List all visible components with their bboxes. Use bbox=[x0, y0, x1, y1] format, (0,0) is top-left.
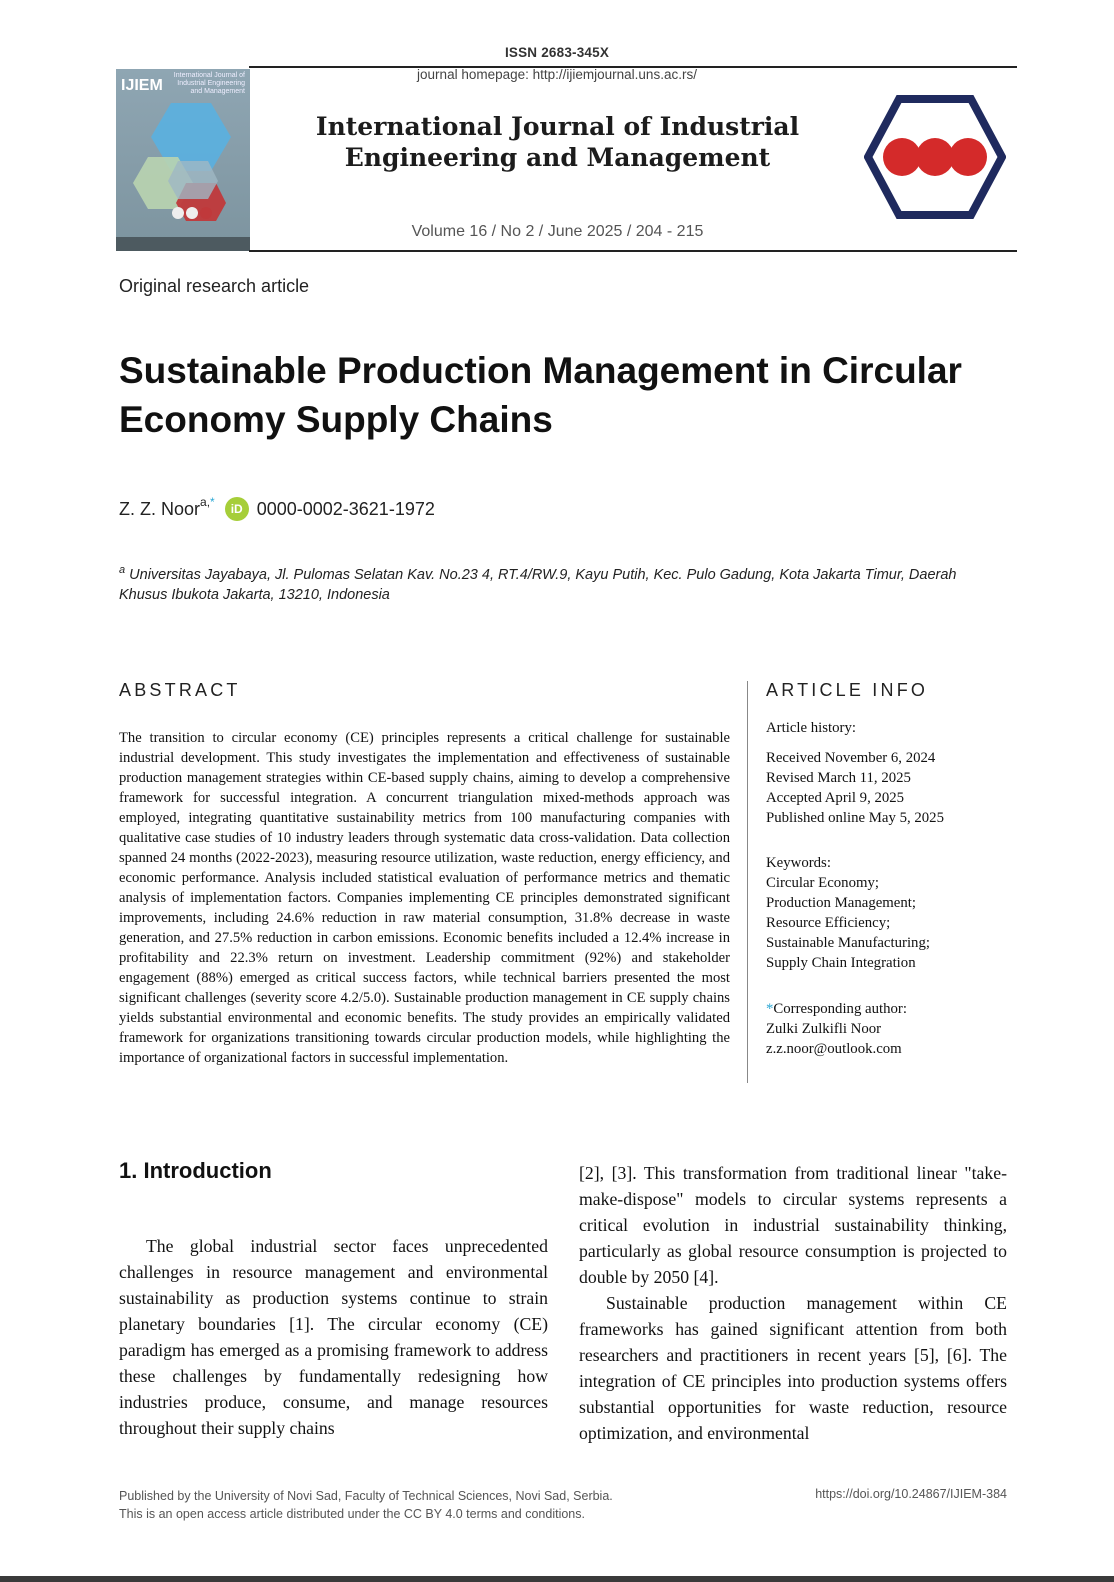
intro-paragraph: The global industrial sector faces unprecedented challenges in resource management and environmental sustainability as production systems continue to strain planetary boundaries [1]. The circular economy (CE) paradigm has emerged as a promising framework to address these challenges by fundamentally redesigning how industries produce, consume, and manage resources throughout their supply chains bbox=[119, 1236, 548, 1438]
corresponding-asterisk: * bbox=[766, 1001, 774, 1017]
intro-paragraph: [2], [3]. This transformation from traditional linear "take-make-dispose" models to circular systems represents a critical evolution in industrial sustainability thinking, particularly as global resource consumption is projected to double by 2050 [4]. bbox=[579, 1163, 1007, 1287]
section-divider bbox=[747, 681, 748, 1083]
author-name: Z. Z. Noor bbox=[119, 498, 201, 519]
revised-date: Revised March 11, 2025 bbox=[766, 770, 911, 786]
corresponding-mark[interactable]: * bbox=[210, 495, 215, 509]
affiliation-text: Universitas Jayabaya, Jl. Pulomas Selatan Kav. No.23 4, RT.4/RW.9, Kayu Putih, Kec. Pulo Gadung, Kota Jakarta Timur, Daerah Khusus Ibukota Jakarta, 13210, Indonesia bbox=[119, 566, 957, 603]
logo-circle-icon bbox=[883, 138, 921, 176]
corresponding-name: Zulki Zulkifli Noor bbox=[766, 1021, 882, 1037]
header-bottom-rule bbox=[249, 250, 1017, 252]
abstract-text: The transition to circular economy (CE) principles represents a critical challenge for sustainable industrial development. This study investigates the implementation and effectiveness of sustainable production management strategies within CE-based supply chains, aiming to develop a comprehensive framework for successful integration. A concurrent triangulation mixed-methods approach was employed, integrating quantitative sustainability metrics from 100 manufacturing companies with qualitative case studies of 10 industry leaders through systematic data cross-validation. Data collection spanned 24 months (2022-2023), measuring resource utilization, waste reduction, energy efficiency, and economic performance. Analysis included statistical evaluation of performance metrics and thematic analysis of implementation factors. Companies implementing CE principles demonstrated significant improvements, including 24.6% reduction in raw material consumption, 31.8% decrease in waste generation, and 27.5% reduction in carbon emissions. Economic benefits included a 12.4% increase in profitability and 22.3% return on investment. Leadership commitment (92%) and stakeholder engagement (88%) emerged as critical success factors, while technical barriers presented the most significant challenges (severity score 4.2/5.0). Sustainable production management in CE supply chains yields substantial environmental and economic benefits. The study provides an empirically validated framework for organizations transitioning towards circular production models, while highlighting the importance of organizational factors in successful implementation. bbox=[119, 730, 730, 1066]
page-bottom-bar bbox=[0, 1576, 1114, 1582]
doi-link[interactable]: https://doi.org/10.24867/IJIEM-384 bbox=[815, 1487, 1007, 1501]
journal-cover-image bbox=[116, 69, 250, 251]
cover-logo: IJIEM bbox=[121, 77, 163, 94]
article-history bbox=[766, 718, 1006, 828]
keywords-block bbox=[766, 853, 1006, 973]
cover-footer-strip bbox=[116, 237, 250, 251]
journal-logo bbox=[864, 94, 1006, 220]
corresponding-email-link[interactable]: z.z.noor@outlook.com bbox=[766, 1041, 902, 1057]
accepted-date: Accepted April 9, 2025 bbox=[766, 790, 905, 806]
keyword-item: Supply Chain Integration bbox=[766, 955, 916, 971]
author-line bbox=[119, 497, 435, 521]
publisher-text: Published by the University of Novi Sad, Faculty of Technical Sciences, Novi Sad, Serbia. bbox=[119, 1489, 613, 1503]
history-label: Article history: bbox=[766, 720, 856, 736]
orcid-icon[interactable]: iD bbox=[225, 497, 249, 521]
abstract-heading: ABSTRACT bbox=[119, 680, 241, 700]
intro-paragraph: Sustainable production management within CE frameworks has gained significant attention from both researchers and practitioners in recent years [5], [6]. The integration of CE principles into production systems offers substantial opportunities for waste reduction, resource optimization, and environmental bbox=[579, 1293, 1007, 1443]
article-info-heading: ARTICLE INFO bbox=[766, 680, 929, 700]
affiliation-mark: a bbox=[119, 564, 126, 576]
logo-circle-icon bbox=[949, 138, 987, 176]
keyword-item: Production Management; bbox=[766, 895, 916, 911]
published-date: Published online May 5, 2025 bbox=[766, 810, 944, 826]
corresponding-author-block bbox=[766, 999, 1006, 1059]
footer-publisher bbox=[119, 1487, 739, 1523]
volume-info: Volume 16 / No 2 / June 2025 / 204 - 215 bbox=[411, 223, 704, 240]
intro-left-column bbox=[119, 1233, 548, 1441]
introduction-heading: 1. Introduction bbox=[119, 1158, 272, 1183]
journal-title: International Journal of Industrial Engineering and Management bbox=[315, 112, 800, 172]
journal-homepage-link[interactable]: journal homepage: http://ijiemjournal.uns.ac.rs/ bbox=[417, 67, 697, 82]
cover-hexagon-art bbox=[126, 95, 240, 225]
logo-circle-icon bbox=[916, 138, 954, 176]
keywords-label: Keywords: bbox=[766, 855, 831, 871]
corresponding-label: Corresponding author: bbox=[773, 1001, 907, 1017]
intro-right-column bbox=[579, 1160, 1007, 1446]
affiliation bbox=[119, 560, 959, 605]
article-title: Sustainable Production Management in Circular Economy Supply Chains bbox=[119, 350, 962, 440]
license-text: This is an open access article distributed under the CC BY 4.0 terms and conditions. bbox=[119, 1507, 585, 1521]
received-date: Received November 6, 2024 bbox=[766, 750, 936, 766]
keyword-item: Circular Economy; bbox=[766, 875, 879, 891]
author-affiliation-mark: a, bbox=[200, 495, 211, 509]
issn: ISSN 2683-345X bbox=[504, 45, 610, 60]
keyword-item: Resource Efficiency; bbox=[766, 915, 891, 931]
orcid-id-link[interactable]: 0000-0002-3621-1972 bbox=[256, 498, 435, 519]
keyword-item: Sustainable Manufacturing; bbox=[766, 935, 930, 951]
cover-subtitle: International Journal of Industrial Engineering and Management bbox=[173, 72, 245, 95]
article-type: Original research article bbox=[119, 276, 310, 296]
